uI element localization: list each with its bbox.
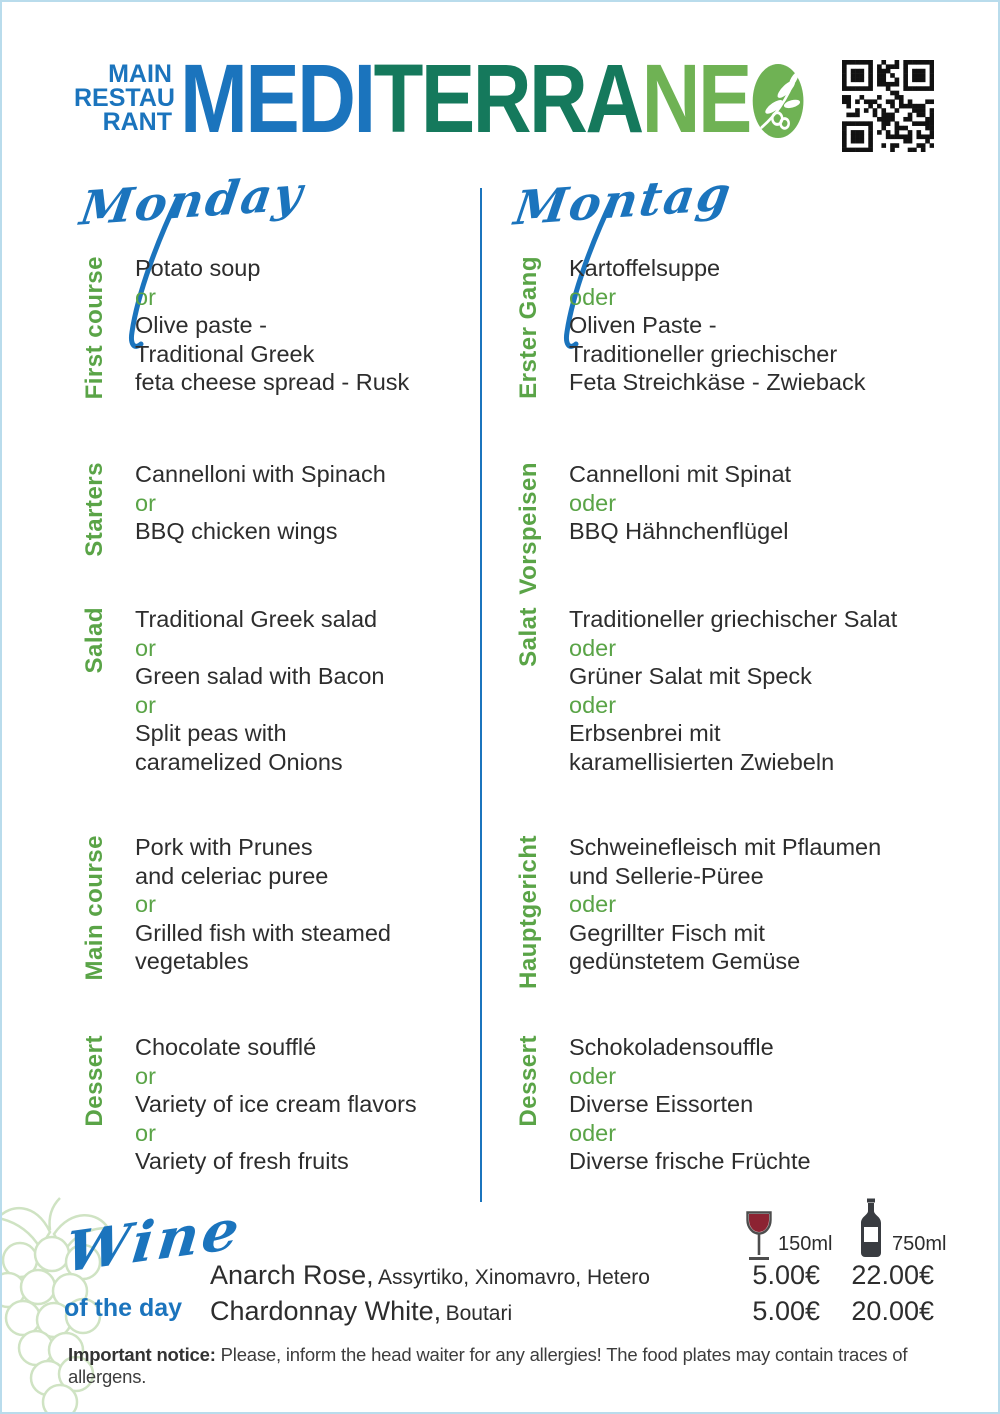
section-label: Salat <box>515 607 542 667</box>
menu-item: Diverse Eissorten <box>569 1091 754 1118</box>
wine-glass-icon <box>744 1210 774 1262</box>
bottle-price: 22.00€ <box>851 1260 934 1290</box>
menu-item: Schokoladensouffle <box>569 1034 774 1060</box>
menu-item: Traditioneller griechischer <box>569 340 838 367</box>
wine-of-day-title: Wine <box>62 1196 246 1286</box>
menu-item: Grilled fish with steamed <box>135 919 391 946</box>
menu-item: and celeriac puree <box>135 862 329 889</box>
menu-section-de-2 <box>515 605 898 777</box>
menu-item: karamellisierten Zwiebeln <box>569 748 835 775</box>
or-separator: oder <box>569 489 617 516</box>
menu-item: Green salad with Bacon <box>135 663 385 690</box>
or-separator: oder <box>569 283 617 310</box>
menu-item: Schweinefleisch mit Pflaumen <box>569 834 882 860</box>
wine-detail: Assyrtiko, Xinomavro, Hetero <box>378 1266 650 1289</box>
wine-of-day-subtitle: of the day <box>64 1294 183 1322</box>
menu-item: BBQ chicken wings <box>135 518 338 545</box>
logo-stack-line: MAIN <box>108 60 172 88</box>
menu-item: Diverse frische Früchte <box>569 1148 811 1175</box>
menu-item: gedünstetem Gemüse <box>569 948 801 975</box>
allergy-notice <box>68 1344 956 1388</box>
menu-item: Kartoffelsuppe <box>569 255 721 281</box>
or-separator: or <box>135 891 156 918</box>
menu-item: Grüner Salat mit Speck <box>569 663 812 690</box>
section-label: Hauptgericht <box>515 835 542 990</box>
or-separator: or <box>135 1062 156 1089</box>
menu-item: BBQ Hähnchenflügel <box>569 518 789 545</box>
or-separator: oder <box>569 1062 617 1089</box>
menu-section-de-3 <box>515 833 882 990</box>
menu-item: Traditional Greek salad <box>135 606 378 632</box>
menu-item: vegetables <box>135 948 249 975</box>
menu-section-de-0 <box>515 254 866 399</box>
menu-item: Gegrillter Fisch mit <box>569 919 765 946</box>
wine-row <box>210 1260 650 1291</box>
day-header-en: Monday <box>76 166 308 237</box>
menu-item: Split peas with <box>135 720 287 747</box>
wine-row <box>210 1296 512 1327</box>
glass-price: 5.00€ <box>752 1296 820 1326</box>
section-label: Salad <box>81 607 108 674</box>
wine-name: Anarch Rose, <box>210 1260 374 1290</box>
wine-name: Chardonnay White, <box>210 1296 442 1326</box>
brand-text-terra: TERRA <box>373 44 642 153</box>
menu-section-de-1 <box>515 460 792 595</box>
menu-section-de-4 <box>515 1033 811 1176</box>
or-separator: oder <box>569 891 617 918</box>
menu-item: Chocolate soufflé <box>135 1034 317 1060</box>
section-label: First course <box>81 256 108 400</box>
day-header-de: Montag <box>510 166 736 237</box>
bottle-size-label: 750ml <box>892 1233 947 1255</box>
menu-item: caramelized Onions <box>135 748 343 775</box>
or-separator: or <box>135 1119 156 1146</box>
menu-item: Erbsenbrei mit <box>569 720 721 747</box>
menu-item: Potato soup <box>135 255 261 281</box>
menu-item: Cannelloni mit Spinat <box>569 461 792 487</box>
menu-item: Variety of fresh fruits <box>135 1148 349 1175</box>
menu-item: Olive paste - <box>135 312 267 339</box>
wine-detail: Boutari <box>445 1302 513 1325</box>
brand-text-medi: MEDI <box>180 44 374 153</box>
or-separator: or <box>135 489 156 516</box>
or-separator: oder <box>569 1119 617 1146</box>
bottle-price: 20.00€ <box>851 1296 934 1326</box>
menu-item: Traditioneller griechischer Salat <box>569 606 898 632</box>
menu-item: Pork with Prunes <box>135 834 313 860</box>
menu-item: Oliven Paste - <box>569 312 717 339</box>
or-separator: or <box>135 283 156 310</box>
or-separator: or <box>135 634 156 661</box>
logo-stack-line: RANT <box>102 108 172 136</box>
section-label: Starters <box>81 462 108 557</box>
notice-text: Please, inform the head waiter for any allergies! The food plates may contain traces of allergens. <box>68 1344 908 1387</box>
section-label: Main course <box>81 835 108 981</box>
menu-item: Cannelloni with Spinach <box>135 461 386 487</box>
menu-item: Traditional Greek <box>135 340 315 367</box>
menu-item: Feta Streichkäse - Zwieback <box>569 369 866 396</box>
menu-item: feta cheese spread - Rusk <box>135 369 410 396</box>
glass-size-label: 150ml <box>778 1233 833 1255</box>
logo-stack-line: RESTAU <box>74 84 175 112</box>
section-label: Erster Gang <box>515 256 542 399</box>
or-separator: oder <box>569 691 617 718</box>
section-label: Dessert <box>515 1035 542 1127</box>
notice-label: Important notice: <box>68 1344 216 1365</box>
section-label: Dessert <box>81 1035 108 1127</box>
menu-item: Variety of ice cream flavors <box>135 1091 417 1118</box>
or-separator: or <box>135 691 156 718</box>
section-label: Vorspeisen <box>515 462 542 595</box>
menu-item: und Sellerie-Püree <box>569 862 764 889</box>
wine-bottle-icon <box>858 1198 884 1258</box>
brand-text-ne: NE <box>641 44 750 153</box>
glass-price: 5.00€ <box>752 1260 820 1290</box>
or-separator: oder <box>569 634 617 661</box>
